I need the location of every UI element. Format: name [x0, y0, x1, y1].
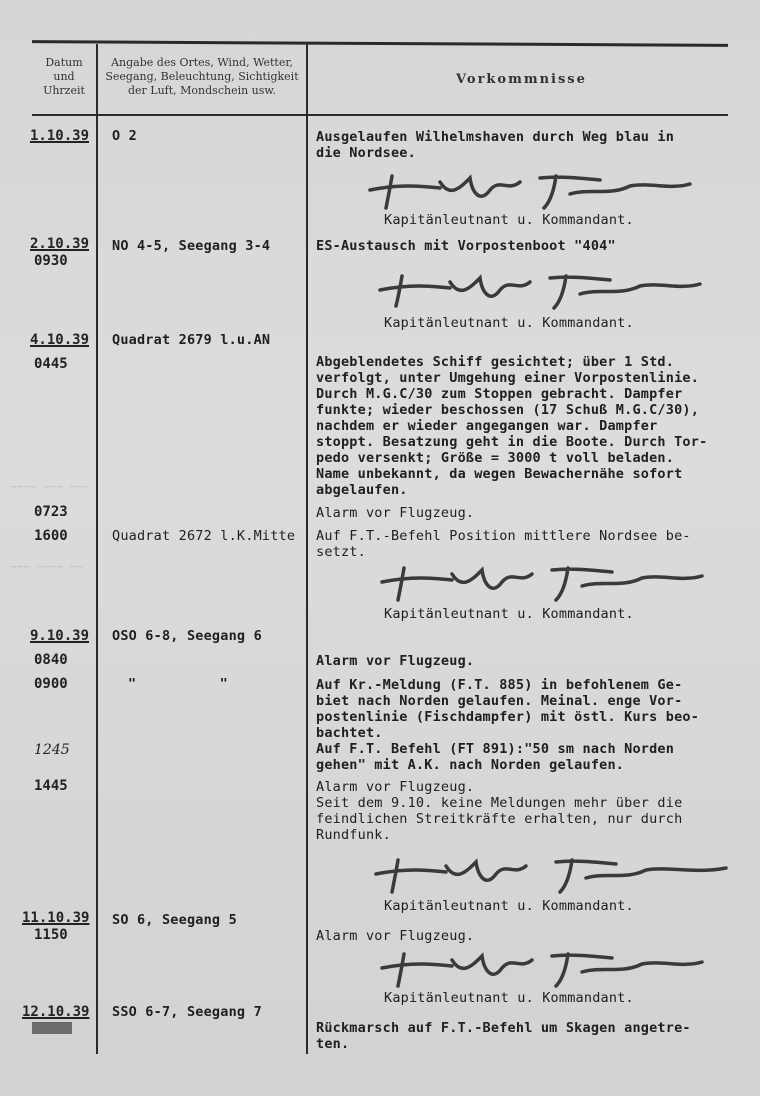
entry-text-line: biet nach Norden gelaufen. Meinal. enge Vor-: [316, 693, 683, 709]
signature-caption: Kapitänleutnant u. Kommandant.: [384, 990, 634, 1006]
entry-text-line: Auf Kr.-Meldung (F.T. 885) in befohlenem Ge-: [316, 677, 683, 693]
header-events: Vorkommnisse: [456, 72, 587, 87]
redacted-time-block: [32, 1022, 72, 1034]
entry-time: 1445: [34, 778, 68, 794]
signature-image: [360, 168, 700, 212]
entry-date: 4.10.39: [30, 332, 90, 348]
signature-caption: Kapitänleutnant u. Kommandant.: [384, 315, 634, 331]
entry-text-line: Name unbekannt, da wegen Bewachernähe sofort: [316, 466, 683, 482]
entry-text-line: abgelaufen.: [316, 482, 408, 498]
header-location-weather: [100, 56, 304, 98]
entry-date: 11.10.39: [22, 910, 90, 926]
entry-time-handwritten: 1245: [34, 742, 70, 758]
entry-text-line: nachdem er wieder angegangen war. Dampfer: [316, 418, 658, 434]
column-divider-2: [306, 44, 308, 1054]
entry-time: 0840: [34, 652, 68, 668]
entry-time: 0930: [34, 253, 68, 269]
entry-text-line: Alarm vor Flugzeug.: [316, 505, 475, 521]
entry-text-line: Abgeblendetes Schiff gesichtet; über 1 Std.: [316, 354, 675, 370]
entry-date: 1.10.39: [30, 128, 90, 144]
entry-text-line: Rückmarsch auf F.T.-Befehl um Skagen angetre-: [316, 1020, 691, 1036]
entry-place: " ": [128, 676, 228, 692]
entry-date: 12.10.39: [22, 1004, 90, 1020]
entry-text-line: Auf F.T.-Befehl Position mittlere Nordsee be-: [316, 528, 691, 544]
entry-place: OSO 6-8, Seegang 6: [112, 628, 262, 644]
entry-text-line: Rundfunk.: [316, 827, 391, 843]
entry-text-line: Durch M.G.C/30 zum Stoppen gebracht. Dampfer: [316, 386, 683, 402]
entry-time: 0900: [34, 676, 68, 692]
header-date-time: [34, 56, 94, 98]
entry-text-line: setzt.: [316, 544, 366, 560]
entry-place: Quadrat 2672 l.K.Mitte: [112, 528, 296, 544]
entry-text-line: Seit dem 9.10. keine Meldungen mehr über die: [316, 795, 683, 811]
signature-image: [370, 266, 710, 310]
header-bottom-rule: [32, 114, 728, 116]
entry-text-line: postenlinie (Fischdampfer) mit östl. Kurs beo-: [316, 709, 700, 725]
bleed-through: ~~~~ ~~~ ~~~: [10, 480, 90, 493]
signature-caption: Kapitänleutnant u. Kommandant.: [384, 898, 634, 914]
bleed-through: ~~~ ~~~~ ~~: [10, 560, 83, 573]
entry-text-line: die Nordsee.: [316, 145, 416, 161]
header-top-rule: [32, 40, 728, 47]
entry-place: NO 4-5, Seegang 3-4: [112, 238, 271, 254]
header-label: Angabe des Ortes, Wind, Wetter,: [111, 56, 293, 69]
entry-text-line: Alarm vor Flugzeug.: [316, 928, 475, 944]
entry-text-line: Auf F.T. Befehl (FT 891):"50 sm nach Norden: [316, 741, 675, 757]
entry-time: 0445: [34, 356, 68, 372]
entry-place: Quadrat 2679 l.u.AN: [112, 332, 271, 348]
signature-image: [366, 852, 736, 896]
entry-text-line: ten.: [316, 1036, 350, 1052]
signature-image: [372, 946, 712, 990]
entry-place: O 2: [112, 128, 137, 144]
signature-image: [372, 560, 712, 604]
header-label: Datum: [45, 56, 83, 69]
entry-place: SSO 6-7, Seegang 7: [112, 1004, 262, 1020]
header-label: und: [53, 70, 75, 83]
signature-caption: Kapitänleutnant u. Kommandant.: [384, 606, 634, 622]
entry-text-line: stoppt. Besatzung geht in die Boote. Durch Tor-: [316, 434, 708, 450]
header-label: der Luft, Mondschein usw.: [127, 84, 277, 97]
entry-time: 0723: [34, 504, 68, 520]
header-label: Uhrzeit: [43, 84, 85, 97]
header-label: Seegang, Beleuchtung, Sichtigkeit: [105, 70, 299, 83]
column-divider-1: [96, 44, 98, 1054]
entry-date: 2.10.39: [30, 236, 90, 252]
entry-place: SO 6, Seegang 5: [112, 912, 237, 928]
entry-text-line: Ausgelaufen Wilhelmshaven durch Weg blau in: [316, 129, 675, 145]
entry-text-line: Alarm vor Flugzeug.: [316, 779, 475, 795]
entry-text-line: feindlichen Streitkräfte erhalten, nur durch: [316, 811, 683, 827]
entry-text-line: funkte; wieder beschossen (17 Schuß M.G.C/30),: [316, 402, 700, 418]
entry-date: 9.10.39: [30, 628, 90, 644]
entry-text-line: verfolgt, unter Umgehung einer Vorpostenlinie.: [316, 370, 700, 386]
entry-time: 1600: [34, 528, 68, 544]
entry-time: 1150: [34, 927, 68, 943]
entry-text-line: ES-Austausch mit Vorpostenboot "404": [316, 238, 616, 254]
entry-text-line: Alarm vor Flugzeug.: [316, 653, 475, 669]
signature-caption: Kapitänleutnant u. Kommandant.: [384, 212, 634, 228]
entry-text-line: bachtet.: [316, 725, 383, 741]
entry-text-line: pedo versenkt; Größe = 3000 t voll beladen.: [316, 450, 675, 466]
entry-text-line: gehen" mit A.K. nach Norden gelaufen.: [316, 757, 625, 773]
